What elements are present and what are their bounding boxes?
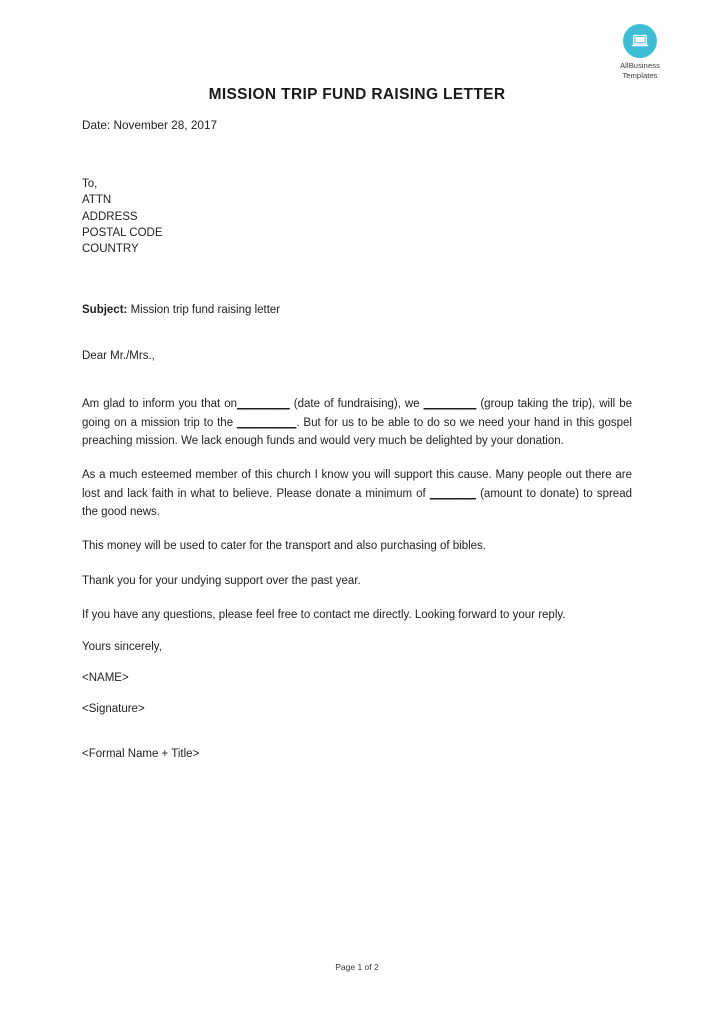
paragraph-1-blank-destination: _________ xyxy=(236,416,297,429)
paragraph-4: Thank you for your undying support over the past year. xyxy=(82,574,361,587)
paragraph-1-blank-date: ________ xyxy=(237,398,290,411)
brand-logo xyxy=(602,24,678,80)
paragraph-2-seg2: (amount to donate) to spread the good news. xyxy=(82,487,632,518)
paragraph-2-blank-amount: _______ xyxy=(429,487,477,500)
paragraph-1-seg3: (group taking the trip), will be going on a mission trip to the xyxy=(82,398,633,429)
address-street: ADDRESS xyxy=(82,210,138,223)
address-country: COUNTRY xyxy=(82,243,139,256)
address-to: To, xyxy=(82,178,98,190)
paragraph-2-seg1: As a much esteemed member of this church I know you will support this cause. Many people out there are lost and lack faith in what to believe. Please donate a minimum of xyxy=(82,469,632,500)
formal-name-placeholder: <Formal Name + Title> xyxy=(82,748,200,761)
paragraph-5: If you have any questions, please feel free to contact me directly. Looking forward to your reply. xyxy=(82,608,566,621)
address-postal-code: POSTAL CODE xyxy=(82,226,163,239)
subject-line xyxy=(82,304,632,316)
page-footer: Page 1 of 2 xyxy=(335,962,379,972)
closing-line: Yours sincerely, xyxy=(82,641,162,654)
paragraph-1-seg1: Am glad to inform you that on xyxy=(82,398,238,411)
salutation: Dear Mr./Mrs., xyxy=(82,350,155,363)
paragraph-1-blank-group: ________ xyxy=(423,398,477,411)
laptop-icon xyxy=(623,24,657,58)
page-title: MISSION TRIP FUND RAISING LETTER xyxy=(208,86,506,103)
paragraph-1 xyxy=(82,395,632,450)
subject-label: Subject: xyxy=(82,304,128,317)
brand-logo-line1: AllBusiness xyxy=(620,61,660,70)
signature-placeholder: <Signature> xyxy=(82,703,145,716)
recipient-address-block xyxy=(82,176,632,257)
subject-value: Mission trip fund raising letter xyxy=(130,304,281,317)
paragraph-1-seg4: . But for us to be able to do so we need your hand in this gospel preaching mission. We lack enough funds and would very much be delighted by your donation. xyxy=(82,416,632,448)
address-attn: ATTN xyxy=(82,194,112,207)
paragraph-3: This money will be used to cater for the transport and also purchasing of bibles. xyxy=(82,540,486,553)
date-line: Date: November 28, 2017 xyxy=(82,118,218,132)
brand-logo-line2: Templates xyxy=(622,70,658,80)
brand-logo-text xyxy=(602,61,678,80)
paragraph-1-seg2: (date of fundraising), we xyxy=(289,398,424,411)
name-placeholder: <NAME> xyxy=(82,672,129,685)
paragraph-2 xyxy=(82,466,632,521)
letter-body xyxy=(82,118,632,760)
